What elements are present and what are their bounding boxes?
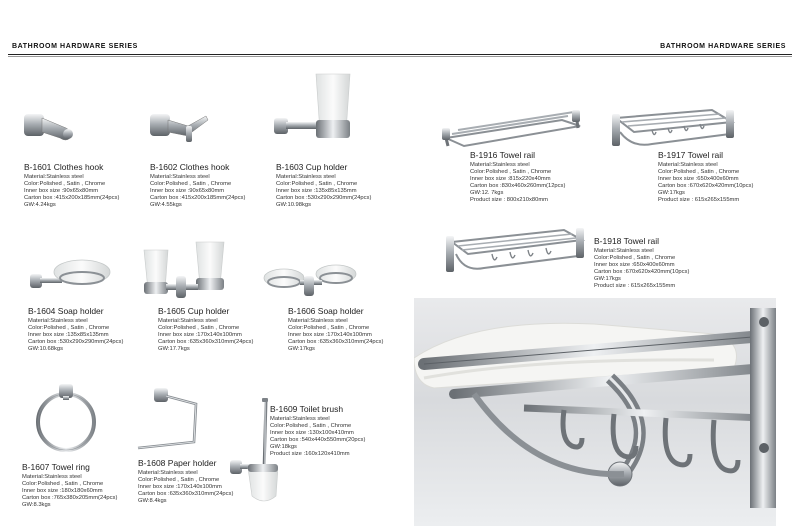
spec-line: GW:8.4kgs — [138, 498, 167, 504]
product-name: B-1605 Cup holder — [158, 306, 230, 316]
spec-line: GW:17kgs — [288, 346, 315, 352]
clothes-hook-icon — [148, 106, 212, 146]
spec-line: GW:8.3kgs — [22, 502, 51, 508]
spec-line: GW:10.98kgs — [276, 202, 312, 208]
spec-line: Product size : 800x210x80mm — [470, 197, 548, 203]
spec-line: Carton box :415x200x185mm(24pcs) — [150, 195, 246, 201]
product-name: B-1604 Soap holder — [28, 306, 104, 316]
spec-line: Material:Stainless steel — [158, 318, 218, 324]
spec-line: GW:4.24kgs — [24, 202, 56, 208]
product-name: B-1601 Clothes hook — [24, 162, 104, 172]
product-name: B-1603 Cup holder — [276, 162, 348, 172]
spec-line: Material:Stainless steel — [138, 470, 198, 476]
spec-line: Color:Polished , Satin , Chrome — [22, 481, 104, 487]
towel-rail-icon — [612, 104, 736, 154]
spec-line: Material:Stainless steel — [470, 162, 530, 168]
spec-line: Material:Stainless steel — [150, 174, 210, 180]
product-b1603 — [276, 162, 371, 209]
product-b1605 — [158, 306, 253, 353]
product-name: B-1606 Soap holder — [288, 306, 364, 316]
spec-line: Color:Polished , Satin , Chrome — [270, 423, 352, 429]
product-name: B-1602 Clothes hook — [150, 162, 230, 172]
soap-holder-icon — [262, 260, 360, 302]
header-rule-thin — [8, 56, 792, 57]
spec-line: Color:Polished , Satin , Chrome — [158, 325, 240, 331]
paper-holder-icon — [132, 384, 208, 454]
spec-line: Carton box :530x290x290mm(24pcs) — [28, 339, 124, 345]
spec-line: Material:Stainless steel — [28, 318, 88, 324]
clothes-hook-icon — [22, 104, 82, 146]
product-b1604 — [28, 306, 123, 353]
spec-line: GW:17kgs — [658, 190, 685, 196]
product-b1606 — [288, 306, 383, 353]
soap-holder-icon — [28, 254, 112, 298]
spec-line: Material:Stainless steel — [270, 416, 330, 422]
spec-line: Inner box size :90x65x80mm — [24, 188, 99, 194]
spec-line: Inner box size :135x85x135mm — [28, 332, 109, 338]
series-title-left: BATHROOM HARDWARE SERIES — [12, 43, 138, 50]
spec-line: Inner box size :170x140x100mm — [288, 332, 372, 338]
product-b1601 — [24, 162, 119, 209]
spec-line: Inner box size :815x220x40mm — [470, 176, 551, 182]
product-name: B-1917 Towel rail — [658, 150, 724, 160]
product-b1607 — [22, 462, 117, 509]
spec-line: Color:Polished , Satin , Chrome — [138, 477, 220, 483]
product-name: B-1916 Towel rail — [470, 150, 536, 160]
spec-line: Inner box size :180x180x60mm — [22, 488, 103, 494]
product-b1608 — [138, 458, 233, 505]
product-b1609 — [270, 404, 365, 458]
spec-line: Inner box size :135x85x135mm — [276, 188, 357, 194]
spec-line: GW:17.7kgs — [158, 346, 190, 352]
spec-line: Color:Polished , Satin , Chrome — [288, 325, 370, 331]
spec-line: Carton box :670x620x420mm(10pcs) — [594, 269, 690, 275]
towel-ring-icon — [28, 380, 108, 460]
product-b1918 — [594, 236, 689, 290]
spec-line: Inner box size :170x140x100mm — [138, 484, 222, 490]
spec-line: Material:Stainless steel — [288, 318, 348, 324]
spec-line: Carton box :830x460x260mm(12pcs) — [470, 183, 566, 189]
spec-line: Inner box size :130x100x410mm — [270, 430, 354, 436]
series-title-right: BATHROOM HARDWARE SERIES — [660, 43, 786, 50]
spec-line: Color:Polished , Satin , Chrome — [24, 181, 106, 187]
towel-rail-icon — [442, 104, 582, 150]
product-name: B-1608 Paper holder — [138, 458, 217, 468]
spec-line: Product size : 615x265x155mm — [594, 283, 676, 289]
spec-line: Carton box :670x620x420mm(10pcs) — [658, 183, 754, 189]
cup-holder-icon — [138, 240, 234, 304]
spec-line: Carton box :635x360x310mm(24pcs) — [158, 339, 254, 345]
spec-line: Inner box size :90x65x80mm — [150, 188, 225, 194]
spec-line: GW:18kgs — [270, 444, 297, 450]
cup-holder-icon — [272, 72, 356, 150]
header-rule — [8, 54, 792, 55]
product-b1602 — [150, 162, 245, 209]
spec-line: Color:Polished , Satin , Chrome — [150, 181, 232, 187]
spec-line: Carton box :635x360x310mm(24pcs) — [288, 339, 384, 345]
spec-line: Material:Stainless steel — [24, 174, 84, 180]
spec-line: Color:Polished , Satin , Chrome — [594, 255, 676, 261]
spec-line: Color:Polished , Satin , Chrome — [658, 169, 740, 175]
spec-line: Inner box size :650x400x60mm — [594, 262, 675, 268]
product-name: B-1609 Toilet brush — [270, 404, 344, 414]
spec-line: Carton box :540x440x550mm(20pcs) — [270, 437, 366, 443]
spec-line: Product size :160x120x410mm — [270, 451, 350, 457]
spec-line: Product size : 615x265x155mm — [658, 197, 740, 203]
product-b1917 — [658, 150, 753, 204]
towel-rail-closeup-photo — [414, 298, 776, 526]
spec-line: Material:Stainless steel — [594, 248, 654, 254]
spec-line: Inner box size :170x140x100mm — [158, 332, 242, 338]
spec-line: GW:10.68kgs — [28, 346, 64, 352]
spec-line: GW:4.55kgs — [150, 202, 182, 208]
towel-rail-icon — [446, 222, 586, 278]
spec-line: Color:Polished , Satin , Chrome — [28, 325, 110, 331]
spec-line: Carton box :635x360x310mm(24pcs) — [138, 491, 234, 497]
spec-line: GW:17kgs — [594, 276, 621, 282]
product-b1916 — [470, 150, 565, 204]
spec-line: GW:12. 7kgs — [470, 190, 504, 196]
spec-line: Material:Stainless steel — [658, 162, 718, 168]
spec-line: Material:Stainless steel — [276, 174, 336, 180]
spec-line: Carton box :530x290x290mm(24pcs) — [276, 195, 372, 201]
spec-line: Carton box :415x200x185mm(24pcs) — [24, 195, 120, 201]
spec-line: Color:Polished , Satin , Chrome — [276, 181, 358, 187]
spec-line: Material:Stainless steel — [22, 474, 82, 480]
product-name: B-1607 Towel ring — [22, 462, 90, 472]
spec-line: Color:Polished , Satin , Chrome — [470, 169, 552, 175]
spec-line: Inner box size :650x400x60mm — [658, 176, 739, 182]
product-name: B-1918 Towel rail — [594, 236, 660, 246]
spec-line: Carton box :765x380x205mm(24pcs) — [22, 495, 118, 501]
